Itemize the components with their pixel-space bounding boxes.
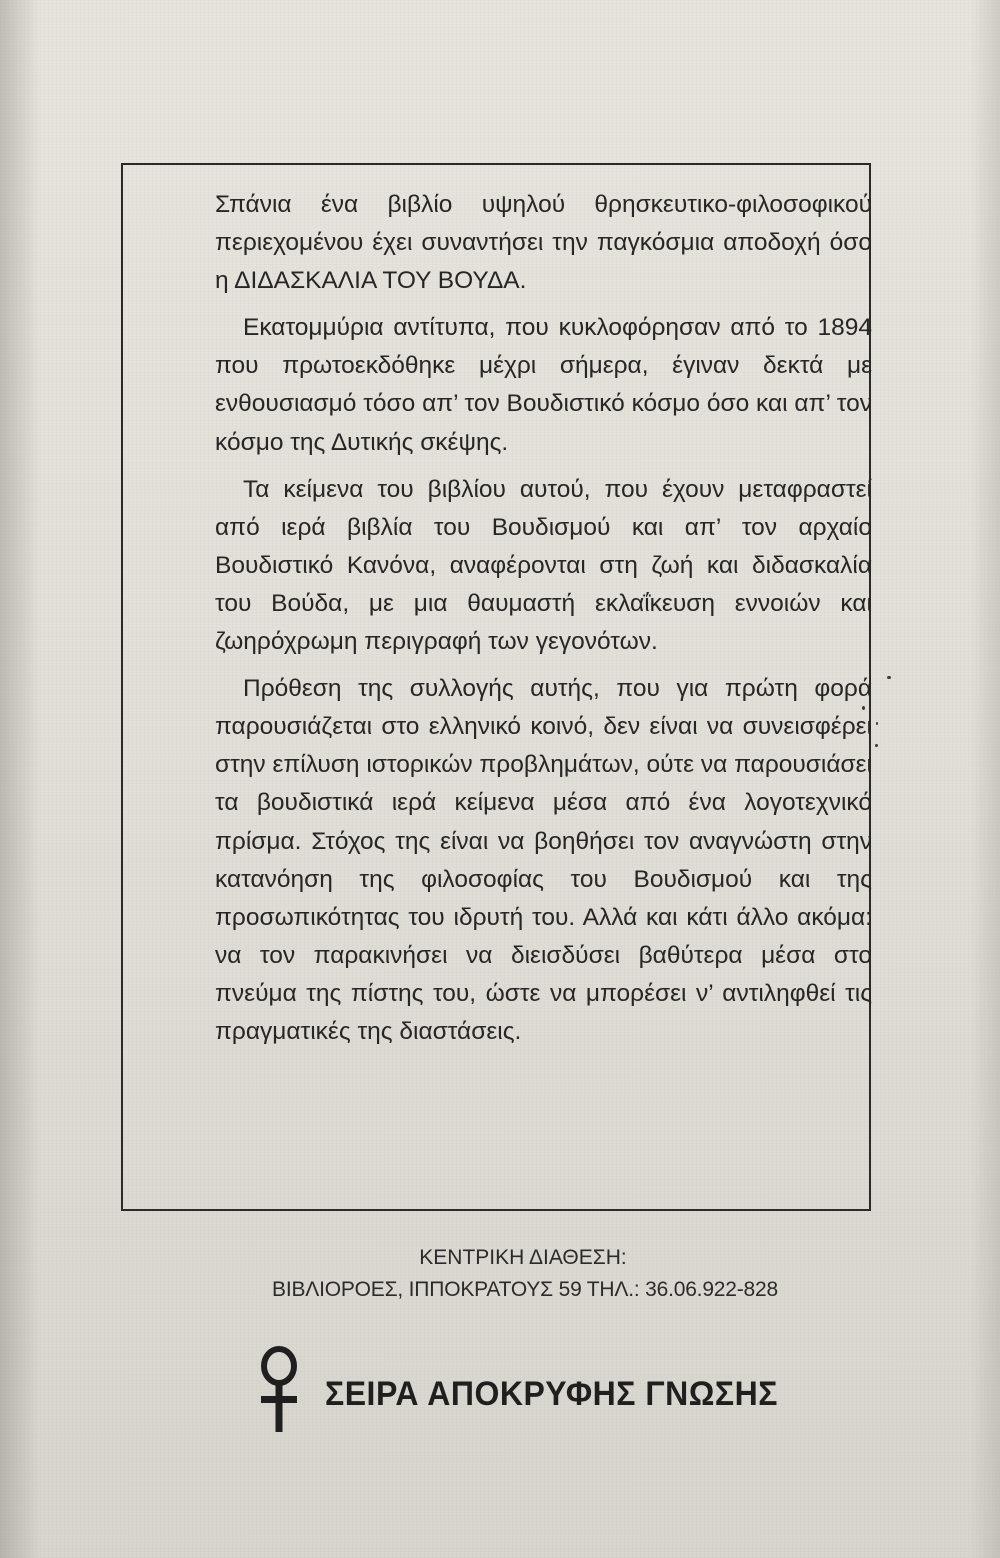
page-edge-highlight — [970, 0, 1000, 1558]
distribution-info — [0, 1242, 1000, 1306]
print-speck — [875, 744, 878, 747]
page-edge-shadow — [0, 0, 40, 1558]
distribution-label: ΚΕΝΤΡΙΚΗ ΔΙΑΘΕΣΗ: — [419, 1246, 627, 1269]
blurb-paragraph-1: Σπάνια ένα βιβλίο υψηλού θρησκευτικο-φιλοσοφικού περιεχομένου έχει συναντήσει την παγκόσμια αποδοχή όσο η ΔΙΔΑΣΚΑΛΙΑ ΤΟΥ ΒΟΥΔΑ. — [215, 191, 872, 295]
series-imprint — [255, 1345, 778, 1435]
ankh-icon — [255, 1346, 303, 1434]
blurb-text — [215, 186, 872, 1060]
blurb-paragraph-4: Πρόθεση της συλλογής αυτής, που για πρώτη φορά παρουσιάζεται στο ελληνικό κοινό, δεν είναι να συνεισφέρει στην επίλυση ιστορικών προβλημάτων, ούτε να παρουσιάσει τα βουδιστικά ιερά κείμενα μέσα από ένα λογοτεχνικό πρίσμα. Στόχος της είναι να βοηθήσει τον αναγνώστη στην κατανόηση της φιλοσοφίας του Βουδισμού και της προσωπικότητας του ιδρυτή του. Αλλά και κάτι άλλο ακόμα: να τον παρακινήσει να διεισδύσει βαθύτερα μέσα στο πνεύμα της πίστης του, ώστε να μπορέσει ν’ αντιληφθεί τις πραγματικές της διαστάσεις. — [215, 675, 872, 1045]
print-speck — [887, 676, 891, 679]
blurb-paragraph-2: Εκατομμύρια αντίτυπα, που κυκλοφόρησαν από το 1894 που πρωτοεκδόθηκε μέχρι σήμερα, έγιναν δεκτά με ενθουσιασμό τόσο απ’ τον Βουδιστικό κόσμο όσο και απ’ τον κόσμο της Δυτικής σκέψης. — [215, 314, 872, 456]
blurb-paragraph-3: Τα κείμενα του βιβλίου αυτού, που έχουν μεταφραστεί από ιερά βιβλία του Βουδισμού και απ’ τον αρχαίο Βουδιστικό Κανόνα, αναφέρονται στη ζωή και διδασκαλία του Βούδα, με μια θαυμαστή εκλαΐκευση εννοιών και ζωηρόχρωμη περιγραφή των γεγονότων. — [215, 475, 872, 656]
print-speck — [862, 706, 865, 710]
distribution-address: ΒΙΒΛΙΟΡΟΕΣ, ΙΠΠΟΚΡΑΤΟΥΣ 59 ΤΗΛ.: 36.06.922-828 — [272, 1278, 778, 1301]
print-speck — [876, 722, 878, 725]
series-name: ΣΕΙΡΑ ΑΠΟΚΡΥΦΗΣ ΓΝΩΣΗΣ — [325, 1373, 778, 1412]
